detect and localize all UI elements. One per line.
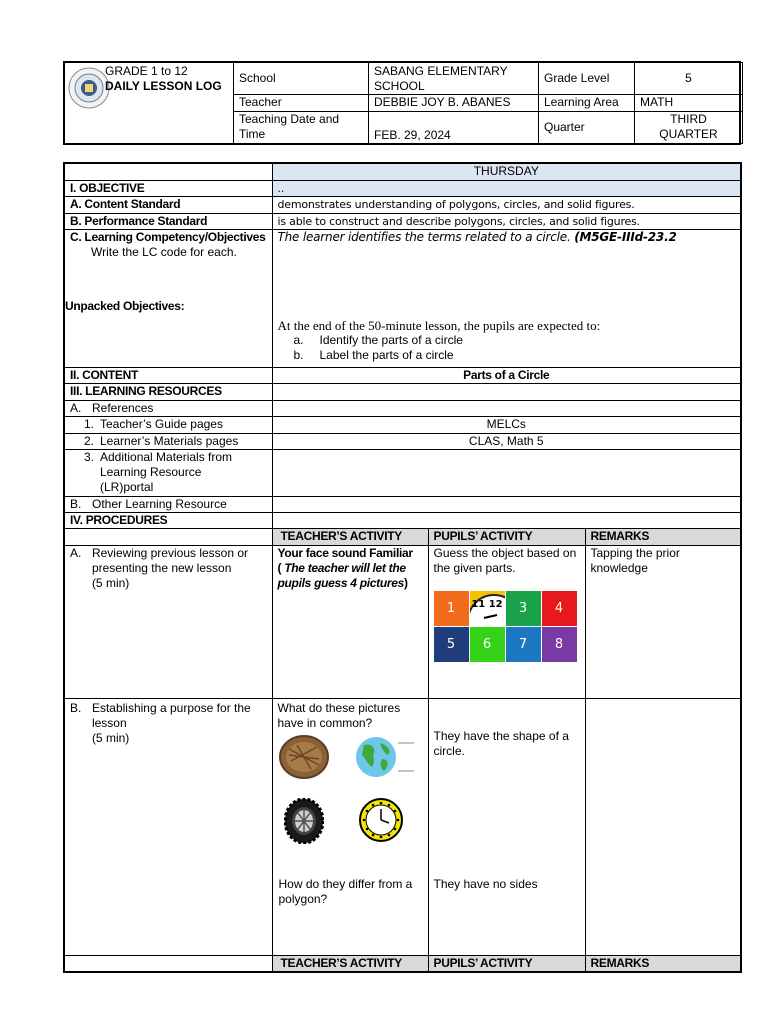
competency-note: Write the LC code for each. xyxy=(91,244,237,259)
puzzle-tile: 11 12 xyxy=(470,591,505,626)
other-empty xyxy=(272,496,741,512)
tire-icon xyxy=(284,798,324,844)
teacher-label: Teacher xyxy=(234,95,369,112)
tg-label: 1. Teacher’s Guide pages xyxy=(64,416,272,433)
header-box xyxy=(63,61,741,145)
lesson-table xyxy=(63,162,742,973)
procedures-col-blank xyxy=(64,528,272,545)
content-value: Parts of a Circle xyxy=(272,367,741,383)
remarks-header-2: REMARKS xyxy=(585,955,741,972)
competency-label: C. Learning Competency/Objectives xyxy=(70,229,266,244)
remarks-header: REMARKS xyxy=(585,528,741,545)
teacher-value: DEBBIE JOY B. ABANES xyxy=(369,95,539,112)
quarter-label: Quarter xyxy=(539,112,635,144)
step-a-pupils xyxy=(428,545,585,698)
lm-value: CLAS, Math 5 xyxy=(272,433,741,449)
unpacked-item: b. Label the parts of a circle xyxy=(293,347,454,362)
performance-standard-value: is able to construct and describe polygons, circles, and solid figures. xyxy=(272,213,741,229)
grade-value: 5 xyxy=(635,63,743,95)
footer-col-blank xyxy=(64,955,272,972)
objective-label: I. OBJECTIVE xyxy=(64,180,272,196)
puzzle-tile: 6 xyxy=(470,627,505,662)
pupils-activity-header-2: PUPILS’ ACTIVITY xyxy=(428,955,585,972)
resources-empty xyxy=(272,383,741,400)
deped-seal-logo xyxy=(68,67,110,109)
puzzle-tile: 7 xyxy=(506,627,541,662)
references-label: A. References xyxy=(64,400,272,416)
step-b-pupils xyxy=(428,698,585,955)
competency-content xyxy=(272,229,741,367)
game-note: ( The teacher will let the pupils guess 4 pictures) xyxy=(277,560,408,590)
pupils-a-text: Guess the object based on the given parts. xyxy=(433,545,577,575)
resources-label: III. LEARNING RESOURCES xyxy=(64,383,272,400)
puzzle-tile: 1 xyxy=(434,591,469,626)
performance-standard-label: B. Performance Standard xyxy=(64,213,272,229)
area-value: MATH xyxy=(635,95,743,112)
unpacked-intro: At the end of the 50-minute lesson, the pupils are expected to: xyxy=(277,317,601,333)
date-label: Teaching Date and Time xyxy=(234,112,369,144)
puzzle-tile: 8 xyxy=(542,627,577,662)
other-label: B. Other Learning Resource xyxy=(64,496,272,512)
competency-value xyxy=(278,230,736,245)
step-a-label: A. Reviewing previous lesson or presenting the new lesson (5 min) xyxy=(64,545,272,698)
quarter-value: THIRD QUARTER xyxy=(635,112,743,144)
pupils-answer-1: They have the shape of a circle. xyxy=(433,728,569,758)
lm-label: 2. Learner’s Materials pages xyxy=(64,433,272,449)
procedures-label: IV. PROCEDURES xyxy=(64,512,272,528)
procedures-empty xyxy=(272,512,741,528)
step-a-teacher xyxy=(272,545,428,698)
objective-value: .. xyxy=(272,180,741,196)
header-table xyxy=(233,62,743,144)
puzzle-tile: 3 xyxy=(506,591,541,626)
school-label: School xyxy=(234,63,369,95)
tg-value: MELCs xyxy=(272,416,741,433)
clock-icon xyxy=(359,798,403,842)
references-empty xyxy=(272,400,741,416)
teacher-question-1: What do these pictures have in common? xyxy=(277,700,401,730)
step-b-teacher xyxy=(272,698,428,955)
competency-cell xyxy=(64,229,272,367)
unpacked-item: a. Identify the parts of a circle xyxy=(293,332,463,347)
competency-code: (M5GE-IIId-23.2 xyxy=(574,229,677,244)
content-standard-label: A. Content Standard xyxy=(64,196,272,213)
area-label: Learning Area xyxy=(539,95,635,112)
picture-puzzle xyxy=(434,591,578,662)
step-b-label: B. Establishing a purpose for the lesson (5 min) xyxy=(64,698,272,955)
day-header: THURSDAY xyxy=(272,163,741,180)
grade-label: Grade Level xyxy=(539,63,635,95)
teacher-activity-header: TEACHER’S ACTIVITY xyxy=(272,528,428,545)
grade-range: GRADE 1 to 12 xyxy=(105,64,188,78)
unpacked-label: Unpacked Objectives: xyxy=(65,298,185,313)
step-a-remarks: Tapping the prior knowledge xyxy=(585,545,741,698)
globe-icon xyxy=(346,735,418,779)
teacher-activity-header-2: TEACHER’S ACTIVITY xyxy=(272,955,428,972)
manhole-cover-icon xyxy=(279,735,329,779)
content-standard-value: demonstrates understanding of polygons, circles, and solid figures. xyxy=(272,196,741,213)
teacher-question-2: How do they differ from a polygon? xyxy=(278,876,413,906)
pupils-activity-header: PUPILS’ ACTIVITY xyxy=(428,528,585,545)
game-title: Your face sound Familiar xyxy=(277,545,413,560)
pupils-answer-2: They have no sides xyxy=(433,876,538,891)
content-label: II. CONTENT xyxy=(64,367,272,383)
date-value: FEB. 29, 2024 xyxy=(369,112,539,144)
puzzle-tile: 5 xyxy=(434,627,469,662)
step-b-remarks xyxy=(585,698,741,955)
am-empty xyxy=(272,449,741,496)
blank-corner xyxy=(64,163,272,180)
competency-text: The learner identifies the terms related to a circle. xyxy=(277,229,571,244)
daily-lesson-log-title: DAILY LESSON LOG xyxy=(105,79,222,93)
am-label: 3. Additional Materials from Learning Resource (LR)portal xyxy=(64,449,272,496)
school-value: SABANG ELEMENTARY SCHOOL xyxy=(369,63,539,95)
puzzle-tile: 4 xyxy=(542,591,577,626)
